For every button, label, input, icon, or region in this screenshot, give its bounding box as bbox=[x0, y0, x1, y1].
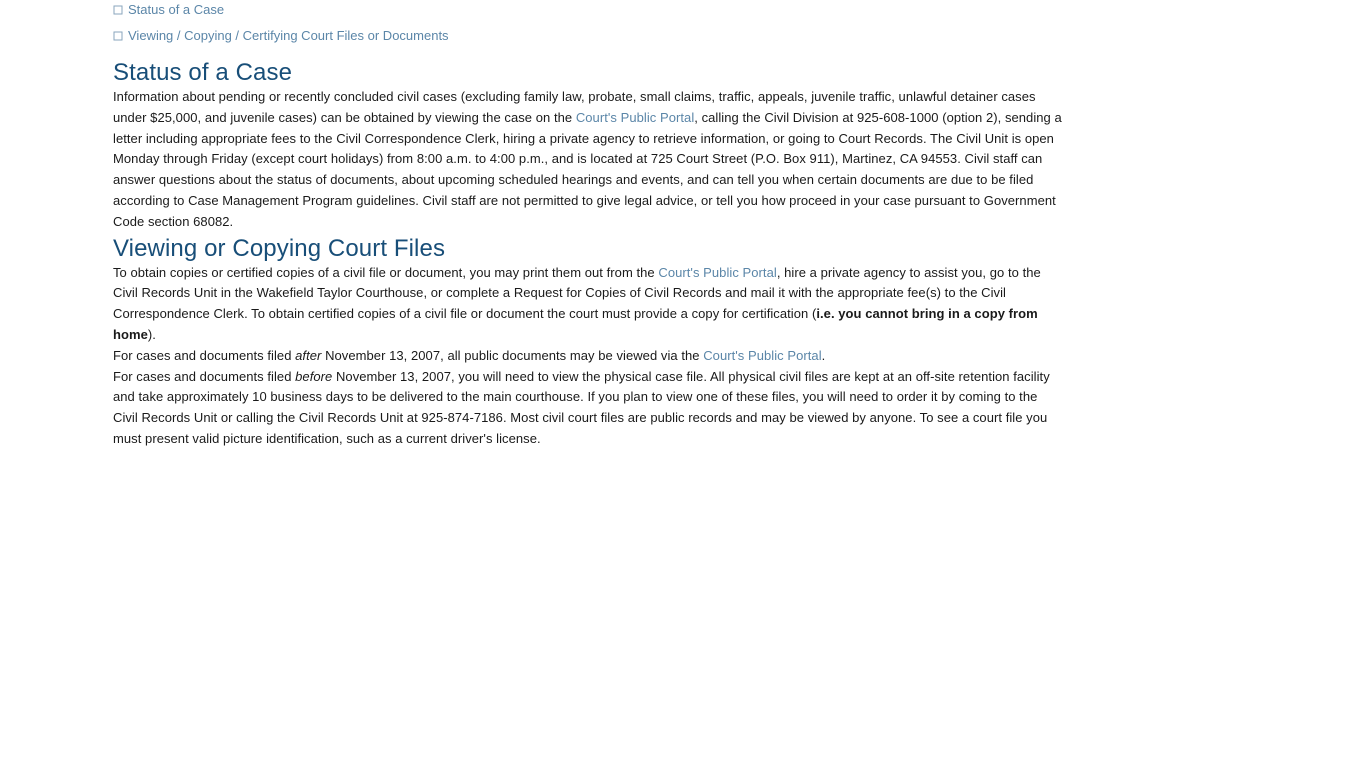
page-anchor-nav bbox=[113, 1, 1063, 45]
main-content bbox=[113, 0, 1063, 450]
viewing-p2-part-c: . bbox=[821, 347, 826, 363]
status-text-part-b: , calling the Civil Division at 925-608-1000 (option 2), sending a letter including appropriate fees to the Civil Correspondence Clerk, hiring a private agency to retrieve information, or going to Court Records. The Civil Unit is open Monday through Friday (except court holidays) from 8:00 a.m. to 4:00 p.m., and is located at 725 Court Street (P.O. Box 911), Martinez, CA 94553. Civil staff can answer questions about the status of documents, about upcoming scheduled hearings and events, and can tell you when certain documents are due to be filed according to Case Management Program guidelines. Civil staff are not permitted to give legal advice, or tell you how proceed in your case pursuant to Government Code section 68082. bbox=[113, 109, 1062, 229]
viewing-p2-emphasis: after bbox=[295, 347, 322, 363]
nav-item-viewing-copying bbox=[113, 27, 1063, 45]
viewing-p3-emphasis: before bbox=[295, 368, 333, 384]
nav-link-status-of-a-case[interactable]: Status of a Case bbox=[128, 2, 225, 17]
viewing-public-portal-link[interactable]: Court's Public Portal bbox=[658, 264, 777, 280]
viewing-p2-part-a: For cases and documents filed bbox=[113, 347, 296, 363]
bullet-square-icon bbox=[113, 5, 123, 15]
viewing-paragraph-copies bbox=[113, 263, 1063, 346]
viewing-p1-part-a: To obtain copies or certified copies of a civil file or document, you may print them out from the bbox=[113, 264, 659, 280]
nav-link-viewing-copying[interactable]: Viewing / Copying / Certifying Court Files or Documents bbox=[128, 28, 449, 43]
viewing-paragraph-before-2007 bbox=[113, 367, 1063, 450]
viewing-p1-bold-note: i.e. you cannot bring in a copy from home bbox=[113, 306, 1038, 342]
viewing-p1-part-c: ). bbox=[147, 326, 156, 342]
viewing-section-heading: Viewing or Copying Court Files bbox=[113, 234, 446, 262]
nav-item-status-of-a-case bbox=[113, 1, 1063, 19]
viewing-paragraph-after-2007 bbox=[113, 346, 1063, 367]
viewing-p3-part-b: November 13, 2007, you will need to view the physical case file. All physical civil files are kept at an off-site retention facility and take approximately 10 business days to be delivered to the main courthouse. If you plan to view one of these files, you will need to order it by coming to the Civil Records Unit or calling the Civil Records Unit at 925-874-7186. Most civil court files are public records and may be viewed by anyone. To see a court file you must present valid picture identification, such as a current driver's license. bbox=[113, 368, 1050, 446]
status-section-heading: Status of a Case bbox=[113, 59, 293, 86]
status-paragraph bbox=[113, 87, 1063, 233]
bullet-square-icon bbox=[113, 31, 123, 41]
viewing-p2-public-portal-link[interactable]: Court's Public Portal bbox=[703, 347, 822, 363]
viewing-p2-part-b: November 13, 2007, all public documents may be viewed via the bbox=[321, 347, 704, 363]
status-text-part-a: Information about pending or recently concluded civil cases (excluding family law, probate, small claims, traffic, appeals, juvenile traffic, unlawful detainer cases under $25,000, and juvenile cases) can be obtained by viewing the case on the bbox=[113, 89, 1036, 125]
status-public-portal-link[interactable]: Court's Public Portal bbox=[575, 109, 695, 125]
viewing-p1-part-b: , hire a private agency to assist you, go to the Civil Records Unit in the Wakefield Taylor Courthouse, or complete a Request for Copies of Civil Records and mail it with the appropriate fee(s) to the Civil Correspondence Clerk. To obtain certified copies of a civil file or document the court must provide a copy for certification ( bbox=[113, 264, 1041, 322]
viewing-p3-part-a: For cases and documents filed bbox=[113, 368, 296, 384]
